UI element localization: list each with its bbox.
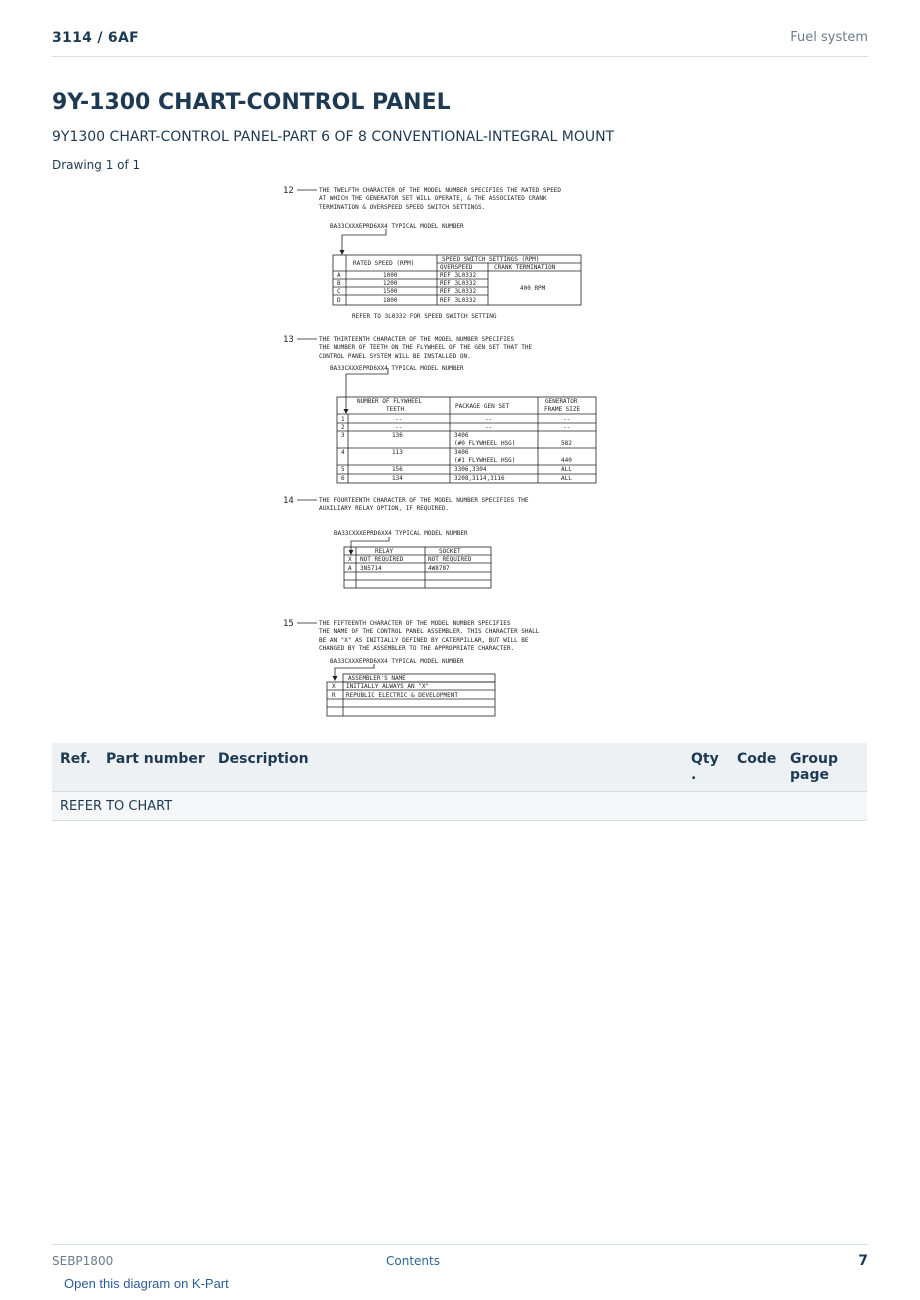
table-cell: REF 3L0332: [440, 272, 477, 279]
crank-termination-value: 400 RPM: [520, 285, 546, 292]
document-id: SEBP1800: [52, 1254, 114, 1268]
column-header-group: Group: [790, 751, 839, 767]
table-header-package: PACKAGE GEN SET: [455, 403, 510, 410]
table-cell: A: [337, 272, 341, 279]
table-cell: 134: [392, 475, 403, 482]
note-number-15: 15: [283, 619, 294, 629]
table-cell: --: [395, 416, 403, 423]
note-13-line: THE THIRTEENTH CHARACTER OF THE MODEL NUMBER SPECIFIES: [319, 336, 515, 343]
open-in-kpart-link[interactable]: Open this diagram on K-Part: [64, 1276, 229, 1291]
table-cell: X: [348, 556, 352, 563]
table-cell: REPUBLIC ELECTRIC & DEVELOPMENT: [346, 692, 458, 699]
note-number-14: 14: [283, 496, 294, 506]
column-header-qty: Qty: [691, 751, 719, 767]
table-cell: --: [395, 424, 403, 431]
table-cell: REF 3L0332: [440, 288, 477, 295]
model-label: 3114 / 6AF: [52, 30, 139, 46]
table-header-speed-switch: SPEED SWITCH SETTINGS (RPM): [442, 256, 540, 263]
table-header-crank: CRANK TERMINATION: [494, 264, 556, 271]
note-15-line: THE FIFTEENTH CHARACTER OF THE MODEL NUMBER SPECIFIES: [319, 620, 511, 627]
table-cell: C: [337, 288, 341, 295]
column-header-part-number: Part number: [106, 751, 205, 767]
page-subtitle: 9Y1300 CHART-CONTROL PANEL-PART 6 OF 8 CONVENTIONAL-INTEGRAL MOUNT: [52, 129, 615, 145]
page-header: [52, 28, 868, 57]
table-cell: ALL: [561, 466, 572, 473]
table-header-flywheel: TEETH: [386, 406, 405, 413]
table-cell: 4: [341, 449, 345, 456]
column-header-description: Description: [218, 751, 309, 767]
table-cell: --: [563, 424, 571, 431]
table-cell: 1200: [383, 280, 398, 287]
table-cell: X: [332, 683, 336, 690]
table-cell: 3N5714: [360, 565, 382, 572]
note-13-line: CONTROL PANEL SYSTEM WILL BE INSTALLED ON.: [319, 353, 471, 360]
speed-switch-note: REFER TO 3L0332 FOR SPEED SWITCH SETTING: [352, 313, 497, 320]
table-cell: 4W8787: [428, 565, 450, 572]
note-14-line: THE FOURTEENTH CHARACTER OF THE MODEL NUMBER SPECIFIES THE: [319, 497, 529, 504]
table-cell: 1000: [383, 272, 398, 279]
note-number-13: 13: [283, 335, 294, 345]
page-number: 7: [858, 1253, 868, 1269]
table-header-rated-speed: RATED SPEED (RPM): [353, 260, 415, 267]
note-12-line: TERMINATION & OVERSPEED SPEED SWITCH SETTINGS.: [319, 204, 486, 211]
page-footer: [52, 1244, 868, 1275]
column-header-ref: Ref.: [60, 751, 91, 767]
typical-model-number: BA33CXXXEPRD6XX4 TYPICAL MODEL NUMBER: [330, 658, 464, 665]
table-header-overspeed: OVERSPEED: [440, 264, 473, 271]
note-14-line: AUXILIARY RELAY OPTION, IF REQUIRED.: [319, 505, 450, 512]
typical-model-number: BA33CXXXEPRD6XX4 TYPICAL MODEL NUMBER: [330, 223, 464, 230]
table-cell: REF 3L0332: [440, 280, 477, 287]
note-15-line: CHANGED BY THE ASSEMBLER TO THE APPROPRIATE CHARACTER.: [319, 645, 515, 652]
table-cell: 1800: [383, 297, 398, 304]
table-cell: (#0 FLYWHEEL HSG): [454, 440, 516, 447]
contents-link[interactable]: Contents: [386, 1254, 440, 1268]
table-cell: 136: [392, 432, 403, 439]
table-cell: A: [348, 565, 352, 572]
note-12-line: THE TWELFTH CHARACTER OF THE MODEL NUMBER SPECIFIES THE RATED SPEED: [319, 187, 562, 194]
table-cell: (#1 FLYWHEEL HSG): [454, 457, 516, 464]
table-cell: 3: [341, 432, 345, 439]
table-cell: NOT REQUIRED: [360, 556, 404, 563]
table-cell: 3406: [454, 449, 469, 456]
table-cell: 5: [341, 466, 345, 473]
note-15-line: BE AN "X" AS INITIALLY DEFINED BY CATERPILLAR, BUT WILL BE: [319, 637, 529, 644]
table-cell: 2: [341, 424, 345, 431]
column-header-page: page: [790, 767, 829, 783]
table-cell: 440: [561, 457, 572, 464]
parts-table-header: [52, 743, 867, 792]
table-cell: 156: [392, 466, 403, 473]
table-cell: 3406: [454, 432, 469, 439]
drawing-label: Drawing 1 of 1: [52, 158, 141, 172]
note-13-line: THE NUMBER OF TEETH ON THE FLYWHEEL OF THE GEN SET THAT THE: [319, 344, 533, 351]
table-header-flywheel: NUMBER OF FLYWHEEL: [357, 398, 423, 405]
note-12-line: AT WHICH THE GENERATOR SET WILL OPERATE, & THE ASSOCIATED CRANK: [319, 195, 547, 202]
section-label: Fuel system: [790, 30, 868, 45]
table-cell: INITIALLY ALWAYS AN "X": [346, 683, 430, 690]
table-cell: ALL: [561, 475, 572, 482]
table-header-generator: FRAME SIZE: [544, 406, 581, 413]
table-cell: NOT REQUIRED: [428, 556, 472, 563]
parts-table: [52, 743, 867, 821]
typical-model-number: BA33CXXXEPRD6XX4 TYPICAL MODEL NUMBER: [334, 530, 468, 537]
table-cell: REF 3L0332: [440, 297, 477, 304]
table-cell: --: [485, 424, 493, 431]
table-cell: 1: [341, 416, 345, 423]
table-cell: 1500: [383, 288, 398, 295]
table-cell: --: [485, 416, 493, 423]
note-number-12: 12: [283, 186, 294, 196]
chart-drawing[interactable]: [280, 180, 640, 725]
table-cell: B: [337, 280, 341, 287]
table-header-socket: SOCKET: [439, 548, 461, 555]
table-cell: D: [337, 297, 341, 304]
table-cell: 582: [561, 440, 572, 447]
table-cell: --: [563, 416, 571, 423]
table-header-assembler: ASSEMBLER'S NAME: [348, 675, 406, 682]
column-header-qty-dot: .: [691, 767, 697, 783]
table-row: [52, 792, 867, 821]
row-description: REFER TO CHART: [60, 799, 173, 814]
table-header-relay: RELAY: [375, 548, 394, 555]
note-15-line: THE NAME OF THE CONTROL PANEL ASSEMBLER. THIS CHARACTER SHALL: [319, 628, 540, 635]
page-title: 9Y-1300 CHART-CONTROL PANEL: [52, 90, 451, 115]
column-header-code: Code: [737, 751, 777, 767]
typical-model-number: BA33CXXXEPRD6XX4 TYPICAL MODEL NUMBER: [330, 365, 464, 372]
table-cell: 3208,3114,3116: [454, 475, 505, 482]
table-cell: 6: [341, 475, 345, 482]
table-cell: R: [332, 692, 336, 699]
table-cell: 113: [392, 449, 403, 456]
table-header-generator: GENERATOR: [545, 398, 578, 405]
table-cell: 3306,3304: [454, 466, 487, 473]
